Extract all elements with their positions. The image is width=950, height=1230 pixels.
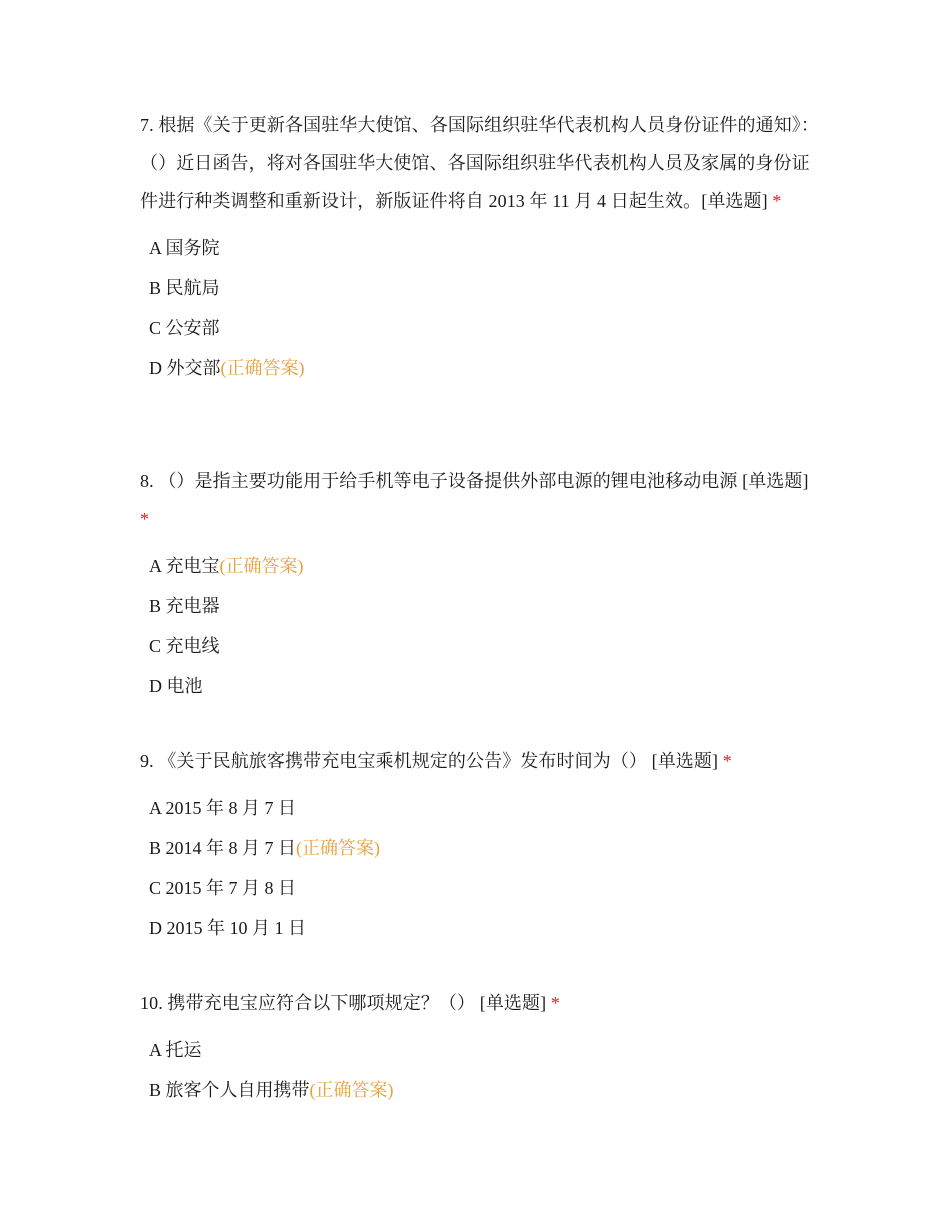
question-body: （）是指主要功能用于给手机等电子设备提供外部电源的锂电池移动电源 [单选题] <box>158 471 809 491</box>
correct-answer-tag: (正确答案) <box>296 838 381 858</box>
question-body: 携带充电宝应符合以下哪项规定？（） [单选题] <box>167 993 547 1013</box>
question-body: 根据《关于更新各国驻华大使馆、各国际组织驻华代表机构人员身份证件的通知》：（）近日函告，将对各国驻华大使馆、各国际组织驻华代表机构人员及家属的身份证件进行种类调整和重新设计，新版证件将自 2013 年 11 月 4 日起生效。[单选题] <box>140 115 820 211</box>
option-b[interactable] <box>149 1070 820 1110</box>
question-number: 10. <box>140 993 163 1013</box>
option-a[interactable] <box>149 1030 820 1070</box>
option-label: 旅客个人自用携带 <box>165 1080 310 1100</box>
option-c[interactable] <box>149 868 820 908</box>
option-letter: D <box>149 358 162 378</box>
option-letter: C <box>149 636 162 656</box>
option-list <box>140 1030 820 1110</box>
question-number: 7. <box>140 115 154 135</box>
option-a[interactable] <box>149 788 820 828</box>
question-text <box>140 742 820 780</box>
option-letter: D <box>149 918 162 938</box>
option-label: 充电宝 <box>165 556 220 576</box>
option-label: 2015 年 10 月 1 日 <box>166 918 306 938</box>
option-a[interactable] <box>149 546 820 586</box>
option-letter: A <box>149 798 162 818</box>
option-label: 国务院 <box>165 238 220 258</box>
option-b[interactable] <box>149 586 820 626</box>
option-letter: D <box>149 676 162 696</box>
question-number: 8. <box>140 471 154 491</box>
option-letter: B <box>149 596 162 616</box>
option-d[interactable] <box>149 908 820 948</box>
option-label: 充电器 <box>165 596 220 616</box>
option-list <box>140 228 820 388</box>
correct-answer-tag: (正确答案) <box>220 358 305 378</box>
option-d[interactable] <box>149 348 820 388</box>
question-8 <box>140 462 820 706</box>
option-letter: C <box>149 878 162 898</box>
option-letter: A <box>149 238 162 258</box>
option-a[interactable] <box>149 228 820 268</box>
option-list <box>140 788 820 948</box>
option-letter: B <box>149 1080 162 1100</box>
correct-answer-tag: (正确答案) <box>219 556 304 576</box>
option-label: 公安部 <box>165 318 220 338</box>
question-10 <box>140 984 820 1110</box>
question-body: 《关于民航旅客携带充电宝乘机规定的公告》发布时间为（） [单选题] <box>158 751 719 771</box>
option-c[interactable] <box>149 308 820 348</box>
question-9 <box>140 742 820 948</box>
question-text <box>140 106 820 220</box>
required-mark: * <box>772 191 782 211</box>
option-b[interactable] <box>149 268 820 308</box>
correct-answer-tag: (正确答案) <box>309 1080 394 1100</box>
option-label: 2015 年 7 月 8 日 <box>165 878 297 898</box>
option-letter: C <box>149 318 162 338</box>
option-letter: A <box>149 1040 162 1060</box>
option-label: 托运 <box>165 1040 202 1060</box>
option-label: 2015 年 8 月 7 日 <box>165 798 297 818</box>
option-label: 外交部 <box>166 358 221 378</box>
question-text <box>140 984 820 1022</box>
required-mark: * <box>550 993 560 1013</box>
option-b[interactable] <box>149 828 820 868</box>
option-c[interactable] <box>149 626 820 666</box>
required-mark: * <box>140 509 150 529</box>
option-label: 电池 <box>166 676 203 696</box>
required-mark: * <box>722 751 732 771</box>
option-letter: A <box>149 556 162 576</box>
option-label: 充电线 <box>165 636 220 656</box>
option-label: 2014 年 8 月 7 日 <box>165 838 297 858</box>
option-letter: B <box>149 838 162 858</box>
question-text <box>140 462 820 538</box>
option-list <box>140 546 820 706</box>
option-label: 民航局 <box>165 278 220 298</box>
option-letter: B <box>149 278 162 298</box>
question-number: 9. <box>140 751 154 771</box>
question-7 <box>140 106 820 388</box>
option-d[interactable] <box>149 666 820 706</box>
